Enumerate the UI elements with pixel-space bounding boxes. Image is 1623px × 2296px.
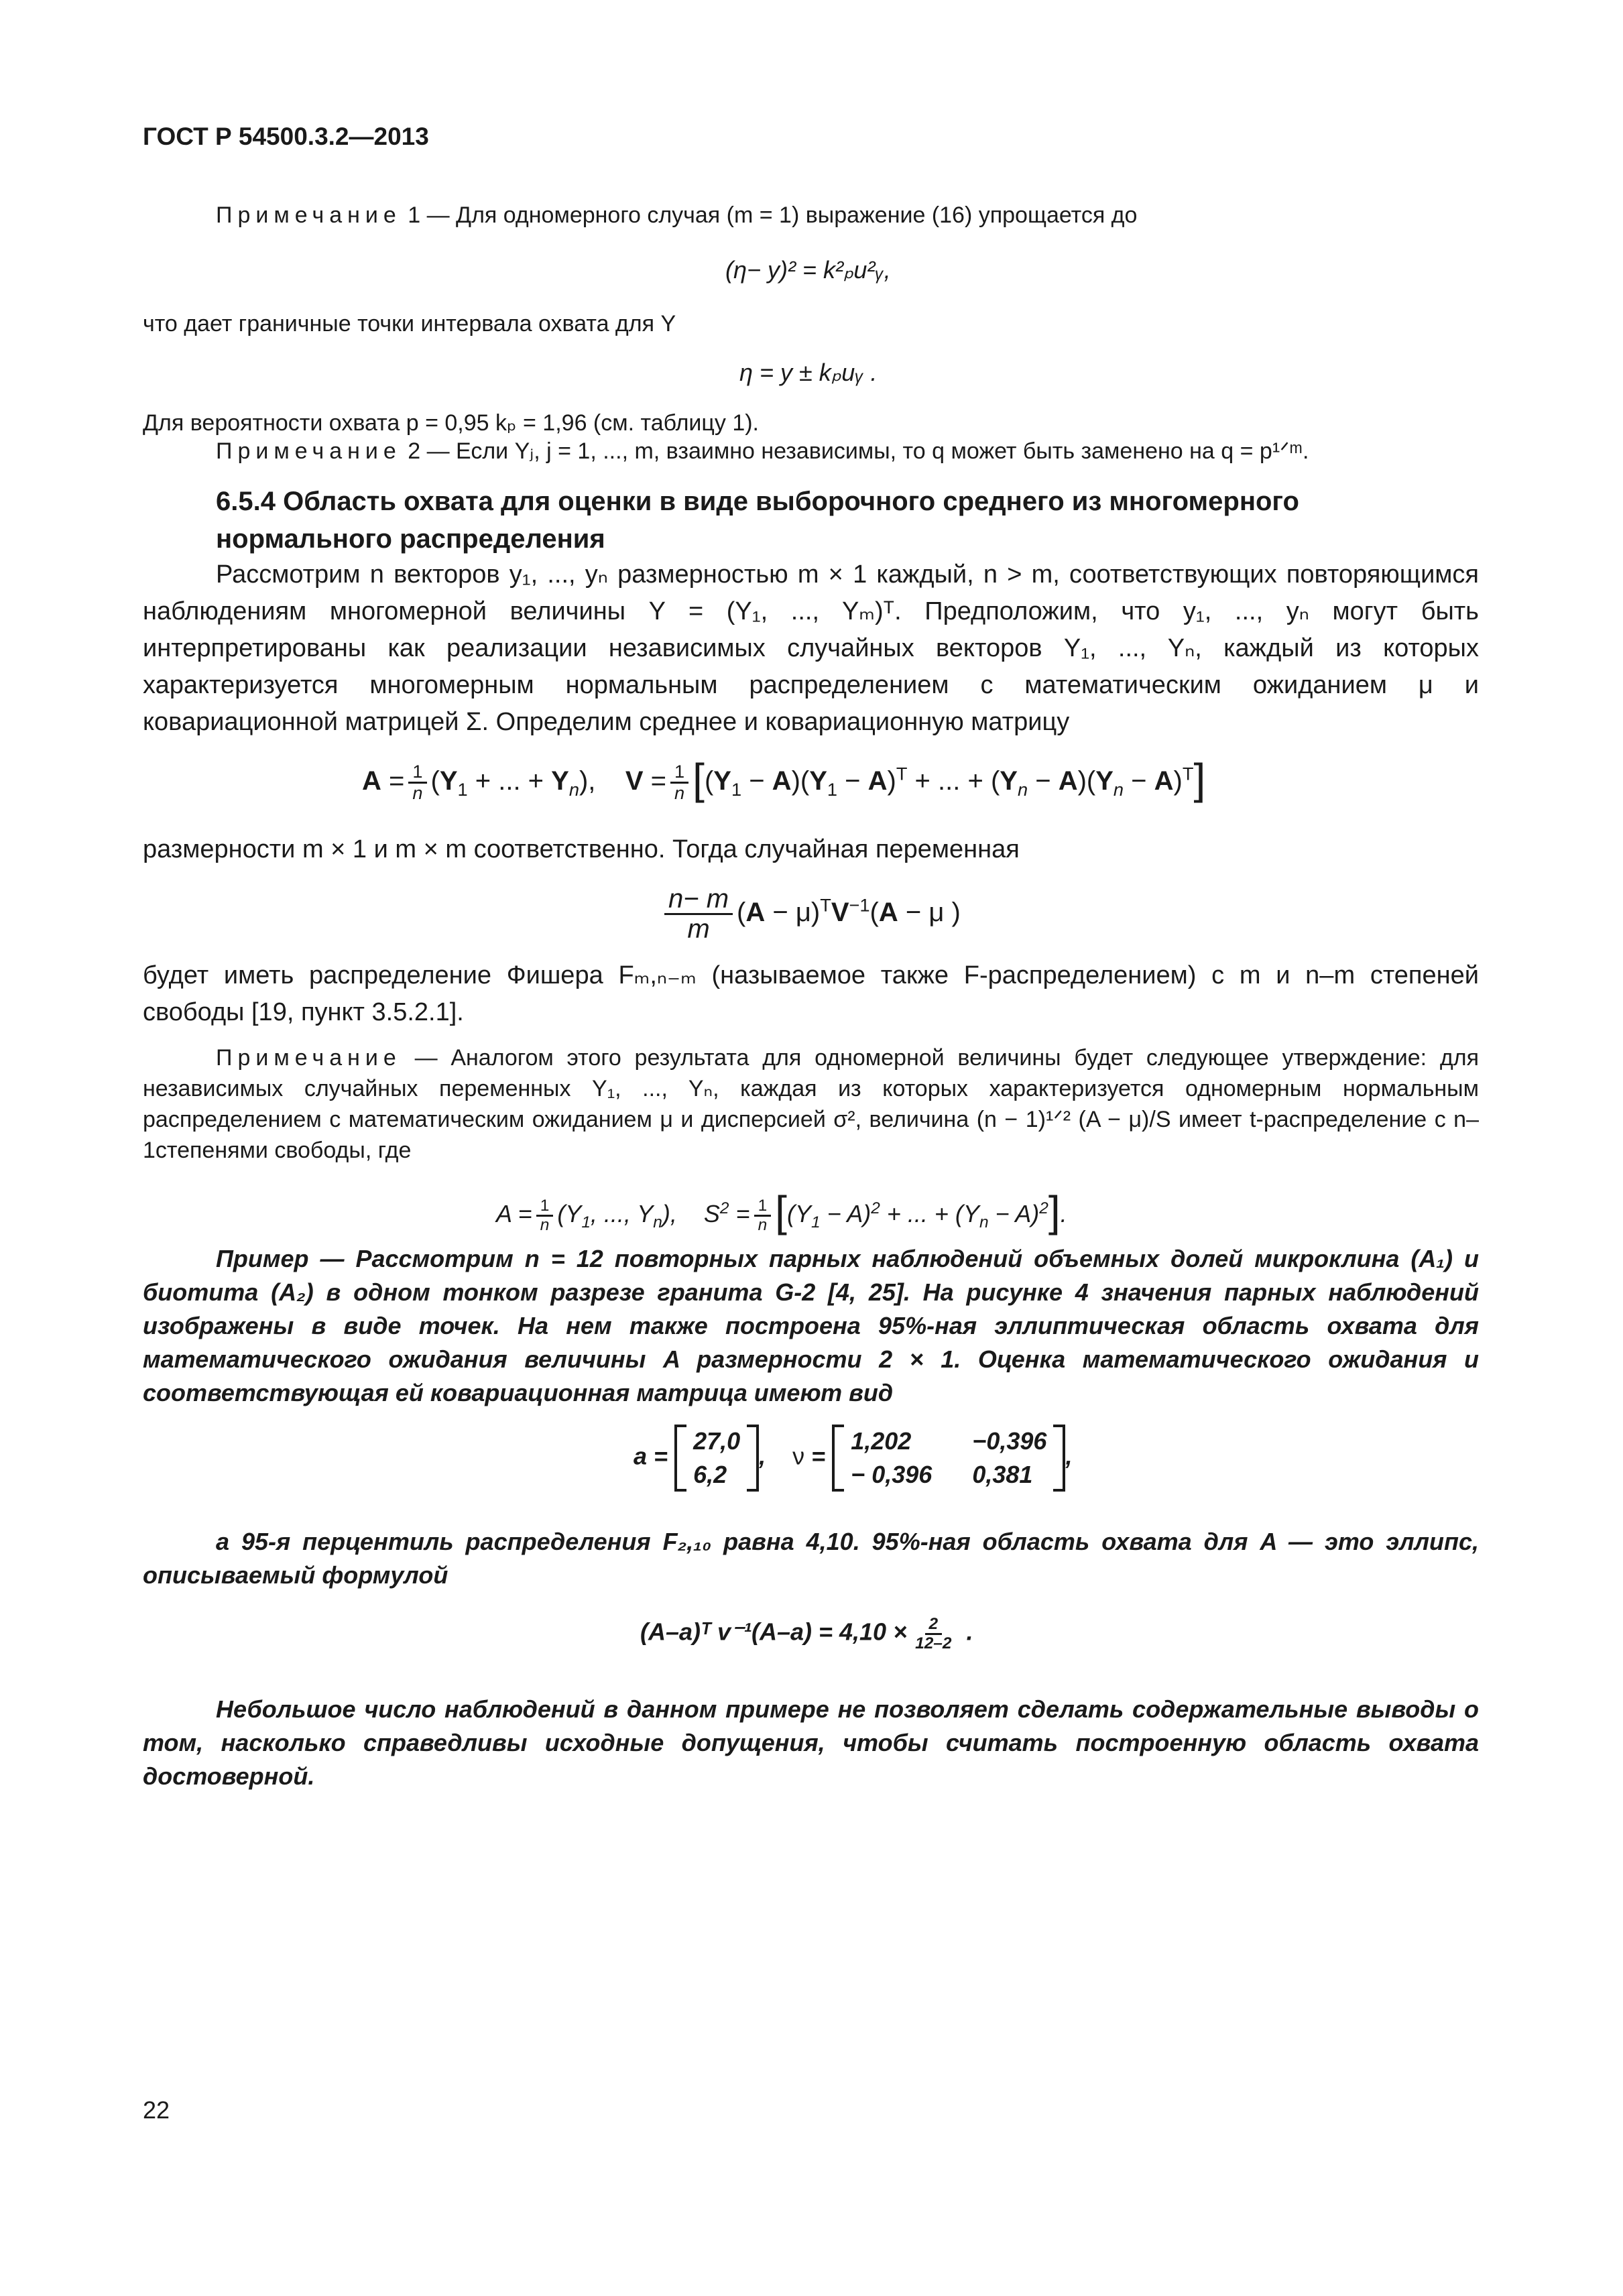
note1-line2: что дает граничные точки интервала охвата для Y: [143, 311, 676, 337]
vector-a-cell: 6,2: [693, 1461, 727, 1488]
note2-line: [216, 436, 1309, 467]
note1-label: Примечание: [216, 202, 402, 228]
section-paragraph-2: размерности m × 1 и m × m соответственно. Тогда случайная переменная: [143, 835, 1020, 863]
vector-a: [674, 1425, 759, 1492]
note1-line3: Для вероятности охвата p = 0,95 kₚ = 1,96 (см. таблицу 1).: [143, 410, 759, 436]
document-header: ГОСТ Р 54500.3.2—2013: [143, 123, 429, 150]
section-heading: 6.5.4 Область охвата для оценки в виде выборочного среднего из многомерного нормального распределения: [216, 487, 1299, 554]
fisher-formula: $\frac{n- m}{m}$ $(A - \mu)^TV^{-1}(A - \mu$ ): [660, 885, 961, 943]
ellipse-fraction-numerator: 2: [925, 1616, 943, 1635]
ellipse-formula: (A–a)ᵀ v⁻¹(A–a) = 4,10 × $\frac{2}{12-2}$ .: [640, 1615, 973, 1652]
note1-formula: (η− y)² = k²ₚu²ᵧ,: [725, 256, 891, 284]
example-matrices: a = 27,0 6,2 , ν = 1,202 −0,396 − 0,396 0,381 ,: [634, 1425, 1072, 1492]
example-paragraph-1: Пример — Рассмотрим n = 12 повторных парных наблюдений объемных долей микроклина (A₁) и биотита (A₂) в одном тонком разрезе гранита G-2 [4, 25]. На рисунке 4 значения парных наблюдений изображены в виде точек. На нем также построена 95%-ная эллиптическая область охвата для математического ожидания величины A размерности 2 × 1. Оценка математического ожидания и соответствующая ей ковариационная матрица имеют вид: [143, 1245, 1479, 1406]
univariate-formula: A = $\frac{1}{n}$ ($Y_1$, ..., $Y_n$), $S^2$ = $\frac{1}{n}$ [$(Y_1 - A)^2$ + ... + $(Y_n - A)^2$].: [496, 1187, 1067, 1235]
example-paragraph-2: а 95-я перцентиль распределения F₂,₁₀ равна 4,10. 95%-ная область охвата для A — это эллипс, описываемый формулой: [143, 1528, 1479, 1589]
note3-paragraph: [143, 1042, 1479, 1166]
matrix-v-cell: 1,202: [851, 1427, 912, 1455]
note1-text: 1 — Для одномерного случая (m = 1) выражение (16) упрощается до: [401, 202, 1138, 228]
note3-label: Примечание: [216, 1045, 402, 1071]
matrix-v-cell: −0,396: [972, 1427, 1047, 1455]
vector-a-cell: 27,0: [693, 1427, 741, 1455]
page-number: 22: [143, 2096, 170, 2124]
matrix-v-cell: − 0,396: [851, 1461, 933, 1488]
note1-formula2: η = y ± kₚuᵧ .: [739, 359, 878, 386]
ellipse-fraction-denominator: 12–2: [915, 1634, 952, 1652]
note2-label: Примечание: [216, 438, 402, 464]
note2-text: 2 — Если Yⱼ, j = 1, ..., m, взаимно независимы, то q может быть заменено на q = p¹ᐟᵐ.: [401, 438, 1309, 464]
ellipse-formula-left: (A–a)ᵀ v⁻¹(A–a) = 4,10 ×: [640, 1618, 908, 1646]
matrix-v: [832, 1425, 1065, 1492]
section-paragraph-1: Рассмотрим n векторов y₁, ..., yₙ размерностью m × 1 каждый, n > m, соответствующих повторяющимся наблюдениям многомерной величины Y = (Y₁, ..., Yₘ)ᵀ. Предположим, что y₁, ..., yₙ могут быть интерпретированы как реализации независимых случайных векторов Y₁, ..., Yₙ, каждый из которых характеризуется многомерным нормальным распределением с математическим ожиданием μ и ковариационной матрицей Σ. Определим среднее и ковариационную матрицу: [143, 560, 1479, 736]
example-paragraph-3: Небольшое число наблюдений в данном примере не позволяет сделать содержательные выводы о том, насколько справедливы исходные допущения, чтобы считать построенную область охвата достоверной.: [143, 1695, 1479, 1790]
section-paragraph-3: будет иметь распределение Фишера Fₘ,ₙ₋ₘ (называемое также F-распределением) с m и n–m степеней свободы [19, пункт 3.5.2.1].: [143, 961, 1479, 1026]
note1-line: [216, 200, 1137, 231]
mean-covariance-formula: A = $\frac{1}{n}$ ($Y_1$ + ... + $Y_n$), V = $\frac{1}{n}$ [$(Y_1 - A)(Y_1 - A)^T$ + ... + $(Y_n - A)(Y_n - A)^T$]: [362, 755, 1206, 803]
matrix-v-cell: 0,381: [972, 1461, 1033, 1488]
note3-text: — Аналогом этого результата для одномерной величины будет следующее утверждение: для независимых случайных переменных Y₁, ..., Yₙ, каждая из которых характеризуется одномерным нормальным распределением с математическим ожиданием μ и дисперсией σ², величина (n − 1)¹ᐟ² (A − μ)/S имеет t-распределение с n–1степенями свободы, где: [143, 1045, 1480, 1163]
